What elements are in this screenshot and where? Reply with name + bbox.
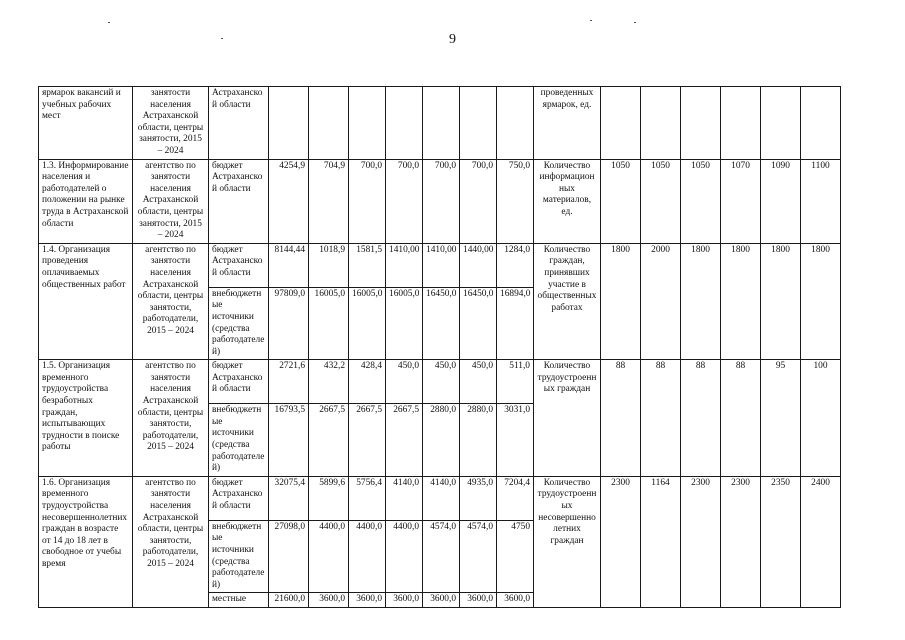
amount-year: 432,2	[309, 360, 349, 404]
amount-year: 1440,00	[460, 243, 497, 287]
amount-year: 4400,0	[349, 520, 386, 593]
amount-year: 16450,0	[460, 287, 497, 360]
amount-year: 4400,0	[309, 520, 349, 593]
table-row	[39, 476, 841, 520]
amount-year: 700,0	[460, 159, 497, 243]
amount-year: 3600,0	[386, 593, 423, 608]
funding-source: бюджет Астраханской области	[209, 159, 269, 243]
amount-year: 2880,0	[423, 404, 460, 477]
target-value: 1800	[601, 243, 641, 360]
amount-year: 7204,4	[497, 476, 534, 520]
page-number: 9	[449, 32, 456, 47]
target-value: 1050	[601, 159, 641, 243]
amount-year: 4750	[497, 520, 534, 593]
amount-year: 700,0	[349, 159, 386, 243]
target-value: 1800	[761, 243, 801, 360]
funding-source: бюджет Астраханской области	[209, 476, 269, 520]
funding-source: местные	[209, 593, 269, 608]
target-value: 2000	[641, 243, 681, 360]
amount-year: 1410,00	[423, 243, 460, 287]
amount-year: 16894,0	[497, 287, 534, 360]
amount-total: 2721,6	[269, 360, 309, 404]
executor: агентство по занятости населения Астраханской области, центры занятости, работодатели, 2015 – 2024	[133, 360, 209, 477]
amount-year: 5756,4	[349, 476, 386, 520]
amount-total: 27098,0	[269, 520, 309, 593]
amount-year: 3600,0	[309, 593, 349, 608]
target-value: 2300	[721, 476, 761, 607]
funding-source: внебюджетные источники (средства работодателей)	[209, 404, 269, 477]
table-row	[39, 87, 841, 160]
target-value: 2300	[601, 476, 641, 607]
target-value: 88	[641, 360, 681, 477]
target-value: 2350	[761, 476, 801, 607]
executor: агентство по занятости населения Астраханской области, центры занятости, работодатели, 2015 – 2024	[133, 243, 209, 360]
amount-year: 4935,0	[460, 476, 497, 520]
measure-name: 1.4. Организация проведения оплачиваемых общественных работ	[39, 243, 133, 360]
amount-year: 16450,0	[423, 287, 460, 360]
amount-year: 16005,0	[309, 287, 349, 360]
amount-year: 3031,0	[497, 404, 534, 477]
target-value: 100	[801, 360, 841, 477]
executor: агентство по занятости населения Астраханской области, центры занятости, работодатели, 2015 – 2024	[133, 476, 209, 607]
target-value: 1050	[641, 159, 681, 243]
scan-speck	[590, 20, 592, 21]
target-value: 95	[761, 360, 801, 477]
funding-source: внебюджетные источники (средства работодателей)	[209, 520, 269, 593]
target-value: 1800	[801, 243, 841, 360]
measure-name: 1.3. Информирование населения и работодателей о положении на рынке труда в Астраханской области	[39, 159, 133, 243]
amount-year: 5899,6	[309, 476, 349, 520]
target-value: 1164	[641, 476, 681, 607]
target-value: 1090	[761, 159, 801, 243]
amount-total: 4254,9	[269, 159, 309, 243]
target-value: 88	[721, 360, 761, 477]
target-value: 1100	[801, 159, 841, 243]
amount-total: 21600,0	[269, 593, 309, 608]
executor: занятости населения Астраханской области, центры занятости, 2015 – 2024	[133, 87, 209, 160]
scan-speck	[634, 22, 636, 23]
program-measures-table	[38, 86, 841, 608]
target-value: 2400	[801, 476, 841, 607]
amount-year: 4400,0	[386, 520, 423, 593]
target-value: 1800	[681, 243, 721, 360]
amount-year: 450,0	[460, 360, 497, 404]
amount-year: 428,4	[349, 360, 386, 404]
executor: агентство по занятости населения Астраханской области, центры занятости, 2015 – 2024	[133, 159, 209, 243]
measure-name: 1.6. Организация временного трудоустройства несовершеннолетних граждан в возрасте от 14 до 18 лет в свободное от учебы время	[39, 476, 133, 607]
indicator: Количество граждан, принявших участие в общественных работах	[534, 243, 601, 360]
amount-year: 4574,0	[460, 520, 497, 593]
amount-year: 3600,0	[497, 593, 534, 608]
target-value: 88	[681, 360, 721, 477]
table-row	[39, 243, 841, 287]
scan-speck	[221, 38, 223, 39]
amount-year: 700,0	[423, 159, 460, 243]
amount-total: 8144,44	[269, 243, 309, 287]
indicator: проведенных ярмарок, ед.	[534, 87, 601, 160]
indicator: Количество информационных материалов, ед.	[534, 159, 601, 243]
amount-year: 1581,5	[349, 243, 386, 287]
scan-speck	[108, 22, 110, 23]
amount-year: 704,9	[309, 159, 349, 243]
funding-source: внебюджетные источники (средства работодателей)	[209, 287, 269, 360]
target-value: 88	[601, 360, 641, 477]
measure-name: 1.5. Организация временного трудоустройства безработных граждан, испытывающих трудности в поиске работы	[39, 360, 133, 477]
amount-year: 2667,5	[349, 404, 386, 477]
amount-year: 750,0	[497, 159, 534, 243]
amount-year: 2880,0	[460, 404, 497, 477]
amount-year: 700,0	[386, 159, 423, 243]
amount-year: 2667,5	[309, 404, 349, 477]
funding-source: Астраханской области	[209, 87, 269, 160]
target-value: 1070	[721, 159, 761, 243]
table-row	[39, 159, 841, 243]
amount-year: 3600,0	[460, 593, 497, 608]
amount-year: 1284,0	[497, 243, 534, 287]
indicator: Количество трудоустроенных несовершеннолетних граждан	[534, 476, 601, 607]
funding-source: бюджет Астраханской области	[209, 360, 269, 404]
amount-year: 3600,0	[423, 593, 460, 608]
amount-year: 450,0	[423, 360, 460, 404]
target-value: 1800	[721, 243, 761, 360]
amount-total: 16793,5	[269, 404, 309, 477]
amount-year: 1410,00	[386, 243, 423, 287]
amount-year: 16005,0	[386, 287, 423, 360]
amount-year: 3600,0	[349, 593, 386, 608]
target-value: 1050	[681, 159, 721, 243]
amount-year: 511,0	[497, 360, 534, 404]
amount-year: 4574,0	[423, 520, 460, 593]
amount-year: 4140,0	[423, 476, 460, 520]
amount-year: 450,0	[386, 360, 423, 404]
amount-total: 32075,4	[269, 476, 309, 520]
indicator: Количество трудоустроенных граждан	[534, 360, 601, 477]
table-row	[39, 360, 841, 404]
amount-year: 16005,0	[349, 287, 386, 360]
target-value: 2300	[681, 476, 721, 607]
amount-total: 97809,0	[269, 287, 309, 360]
amount-year: 4140,0	[386, 476, 423, 520]
measure-name: ярмарок вакансий и учебных рабочих мест	[39, 87, 133, 160]
funding-source: бюджет Астраханской области	[209, 243, 269, 287]
amount-year: 2667,5	[386, 404, 423, 477]
amount-year: 1018,9	[309, 243, 349, 287]
